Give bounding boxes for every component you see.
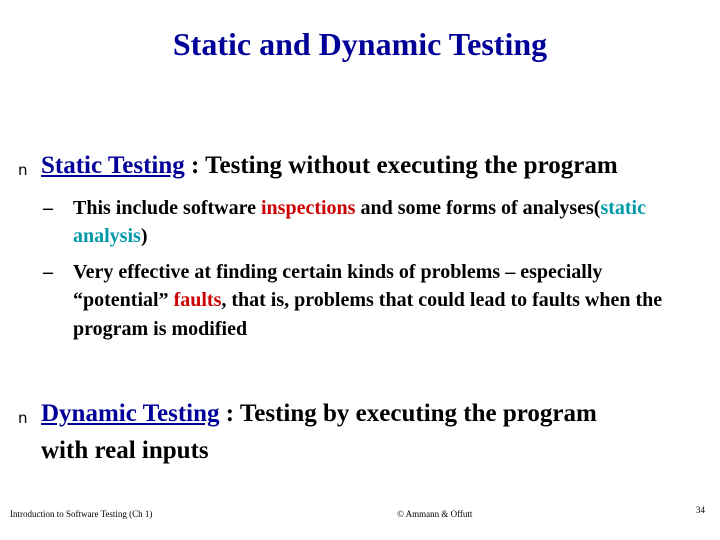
- bullet-term: Dynamic Testing: [41, 400, 220, 427]
- bullet-rest: : Testing without executing the program: [184, 152, 618, 179]
- bullet-text: [41, 148, 704, 185]
- bullet-term: Static Testing: [41, 152, 185, 179]
- dash-marker: –: [43, 197, 53, 219]
- footer-course-title: Introduction to Software Testing (Ch 1): [10, 509, 153, 519]
- dash-marker: –: [43, 261, 53, 283]
- bullet-marker-icon: n: [18, 409, 28, 427]
- term-static-analysis: static analysis: [73, 197, 646, 248]
- slide-title: Static and Dynamic Testing: [172, 26, 548, 62]
- sub-item-text-part: ): [140, 225, 148, 248]
- sub-item-text-part: This include software: [73, 197, 261, 219]
- bullet-static-testing: [18, 148, 704, 185]
- sub-item-text: [43, 194, 702, 251]
- term-faults: faults: [173, 289, 222, 312]
- sub-item-text-part: Very effective at finding certain kinds of problems – especially “potential”: [73, 261, 603, 312]
- sub-item-text-part: and some forms of analyses(: [355, 197, 601, 219]
- bullet-dynamic-testing: [18, 396, 704, 470]
- sub-item-text-part: , that is, problems that could lead to faults when the program is modified: [73, 289, 663, 340]
- bullet-text-line2: with real inputs: [41, 436, 209, 464]
- sub-item-text: [43, 258, 702, 343]
- bullet-rest: : Testing by executing the program: [219, 400, 597, 427]
- term-inspections: inspections: [260, 197, 356, 219]
- bullet-marker-icon: n: [18, 161, 28, 179]
- footer-copyright: © Ammann & Offutt: [397, 509, 473, 519]
- page-number: 34: [696, 505, 705, 515]
- bullet-text: [41, 396, 704, 433]
- sub-item-inspections: [43, 194, 702, 251]
- sub-item-effective: [43, 258, 702, 343]
